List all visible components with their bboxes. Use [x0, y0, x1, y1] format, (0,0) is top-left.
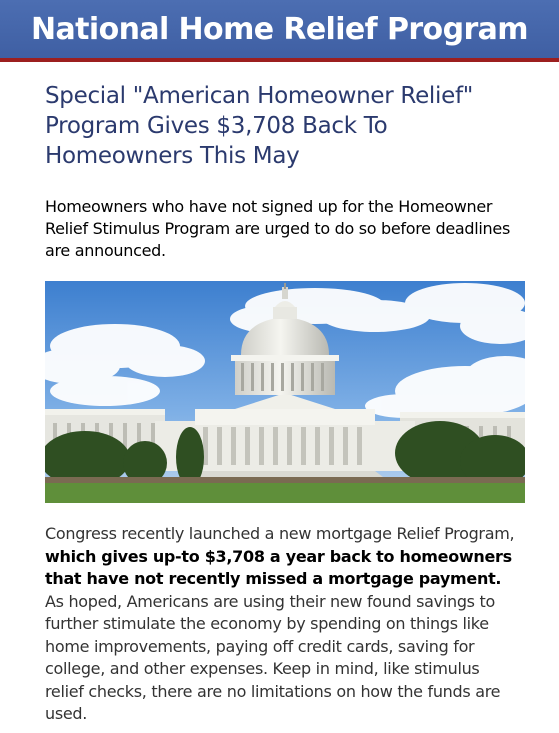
article-body — [45, 523, 515, 726]
body-text-intro: Congress recently launched a new mortgage Relief Program, — [45, 524, 515, 543]
site-header — [0, 0, 559, 58]
capitol-building-illustration — [45, 281, 525, 503]
article-lead: Homeowners who have not signed up for the Homeowner Relief Stimulus Program are urged to do so before deadlines are announced. — [45, 197, 510, 260]
body-text-rest: As hoped, Americans are using their new found savings to further stimulate the economy by spending on things like home improvements, paying off credit cards, saving for college, and other expenses. Keep in mind, like stimulus relief checks, there are no limitations on how the funds are used. — [45, 591, 501, 723]
article-headline: Special "American Homeowner Relief" Program Gives $3,708 Back To Homeowners This May — [45, 83, 474, 169]
header-divider — [0, 58, 559, 62]
site-title: National Home Relief Program — [31, 11, 528, 47]
body-text-highlight: which gives up-to $3,708 a year back to homeowners that have not recently missed a mortgage payment. — [45, 546, 512, 588]
capitol-photo — [45, 281, 525, 503]
